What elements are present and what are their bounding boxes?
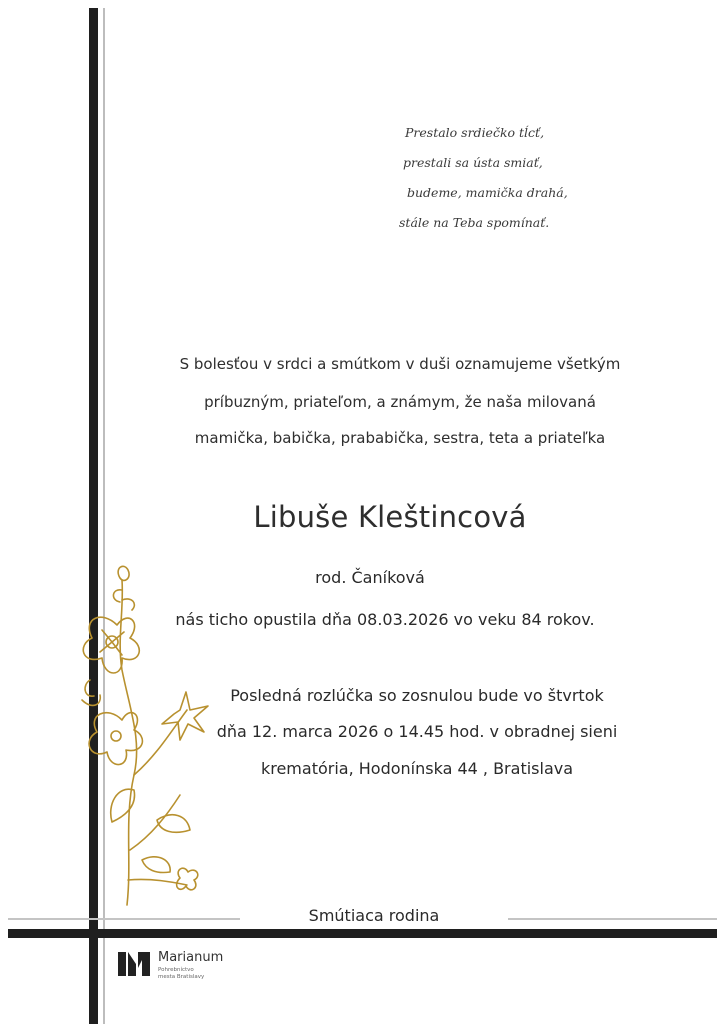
intro-line: S bolesťou v srdci a smútkom v duši oznamujeme všetkým bbox=[179, 355, 621, 373]
deceased-name: Libuše Kleštincová bbox=[253, 500, 527, 534]
closing-signature: Smútiaca rodina bbox=[240, 906, 508, 925]
funeral-line: Posledná rozlúčka so zosnulou bude vo štvrtok bbox=[230, 686, 604, 705]
logo-subtitle: Pohrebníctvo bbox=[158, 967, 194, 973]
marianum-logo-icon bbox=[116, 948, 152, 980]
poem bbox=[395, 118, 595, 238]
logo-name: Marianum bbox=[158, 950, 224, 965]
funeral-line: dňa 12. marca 2026 o 14.45 hod. v obradnej sieni bbox=[216, 722, 618, 741]
logo-subtitle: mesta Bratislavy bbox=[158, 974, 205, 980]
poem-line: prestali sa ústa smiať, bbox=[403, 155, 543, 170]
intro-line: mamička, babička, prababička, sestra, teta a priateľka bbox=[194, 429, 606, 447]
funeral-line: krematória, Hodonínska 44 , Bratislava bbox=[260, 759, 574, 778]
poem-line: stále na Teba spomínať. bbox=[399, 215, 550, 230]
poem-line: Prestalo srdiečko tĺcť, bbox=[405, 125, 545, 140]
flower-ornament bbox=[62, 560, 212, 920]
poem-line: budeme, mamička drahá, bbox=[407, 185, 568, 200]
maiden-name: rod. Čaníková bbox=[315, 568, 425, 587]
frame-horizontal-line bbox=[8, 929, 717, 938]
marianum-logo bbox=[116, 948, 256, 984]
intro-line: príbuzným, priateľom, a známym, že naša milovaná bbox=[204, 393, 596, 411]
death-notice: nás ticho opustila dňa 08.03.2026 vo veku 84 rokov. bbox=[175, 610, 595, 629]
